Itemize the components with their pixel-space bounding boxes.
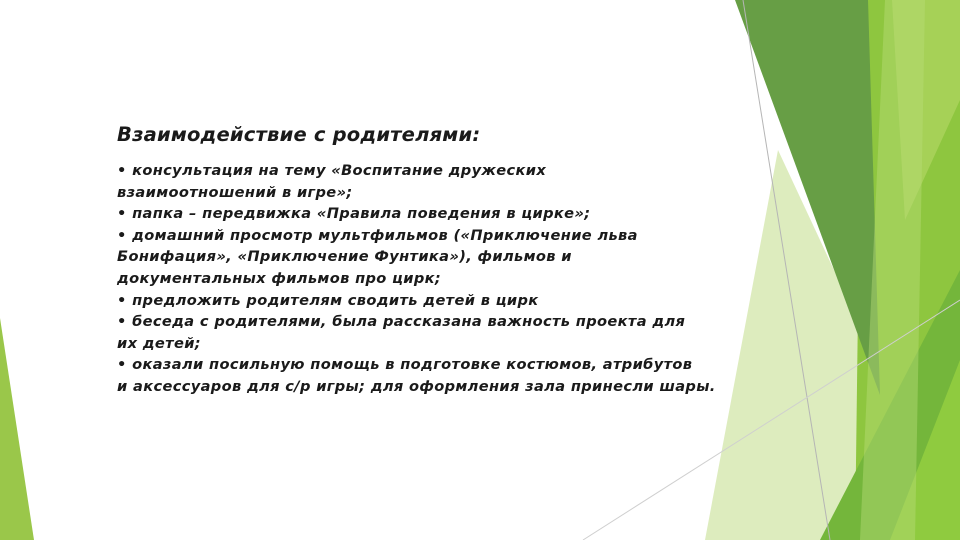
text-block	[117, 122, 727, 398]
slide-body-text: • консультация на тему «Воспитание дружеских взаимоотношений в игре»; • папка – передвижка «Правила поведения в цирке»; • домашний просмотр мультфильмов («Приключение льва Бонифация», «Приключение Фунтика»), фильмов и документальных фильмов про цирк; • предложить родителям сводить детей в цирк • беседа с родителями, была рассказана важность проекта для их детей; • оказали посильную помощь в подготовке костюмов, атрибутов и аксессуаров для с/р игры; для оформления зала принесли шары.	[117, 162, 716, 395]
slide-title: Взаимодействие с родителями:	[117, 123, 481, 146]
left-green-strip	[0, 318, 34, 540]
